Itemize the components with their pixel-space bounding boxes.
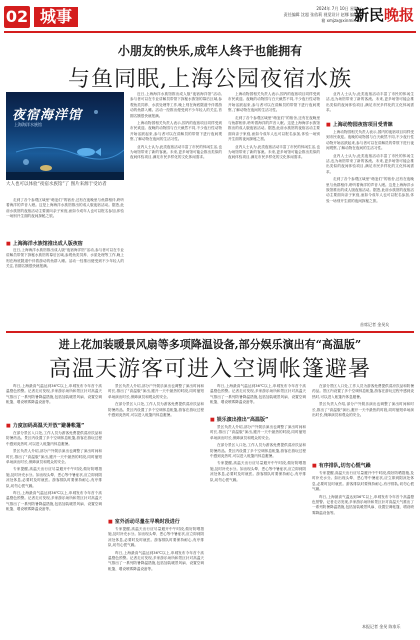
page-header [0,0,420,34]
story2-subhead-3-text: 娱乐演出推出“高温版” [216,417,269,423]
story2-subhead-3: ■ 娱乐演出推出“高温版” [210,417,269,423]
date-line [282,6,362,24]
story2-paragraph: 在部分景区入口处,工作人员为游客免费提供清凉饮品和防暑药品。景区内设置了多个空调休息帐篷,游客在游玩过程中感到炎热时,可以进入帐篷内休息避暑。 [210,443,306,459]
story2-paragraph: 昨日,上海最高气温达到36℃以上,申城发布今年首个高温橙色预警。记者走访发现,多家游乐场所和景区针对高温天气推出了一系列防暑降温措施,包括加装暖景风扇、设置空调帐篷、增设喷雾降温设备等。 [6,384,102,405]
story2-paragraph: 在部分景区入口处,工作人员为游客免费提供清凉饮品和防暑药品。景区内设置了多个空调休息帐篷,游客在游玩过程中感到炎热时,可以进入帐篷内休息避暑。 [312,384,414,399]
story1-column-4b [326,130,414,320]
story1-photo [6,92,124,180]
masthead-logo [354,4,414,25]
story1-column-2 [130,92,222,328]
photo-caption: 大人也可以体验“夜宿水族馆”了 图片来源于受访者 [6,182,107,187]
story2-paragraph: 昨日,上海最高气温达到36℃以上,申城发布今年首个高温橙色预警。记者走访发现,多家游乐场所和景区针对高温天气推出了一系列防暑降温措施,包括加装暖景风扇、设置空调帐篷、增设喷雾降温设备等。 [210,384,306,405]
story2-paragraph: 在部分景区入口处,工作人员为游客免费提供清凉饮品和防暑药品。景区内设置了多个空调休息帐篷,游客在游玩过程中感到炎热时,可以进入帐篷内休息避暑。 [6,431,102,446]
story1-column-3 [228,92,320,328]
story2-paragraph: 在部分景区入口处,工作人员为游客免费提供清凉饮品和防暑药品。景区内设置了多个空调休息帐篷,游客在游玩过程中感到炎热时,可以进入帐篷内休息避暑。 [108,402,204,418]
story2-subhead-2: ■ 室外活动尽量在早晚时段进行 [108,519,180,525]
story1-paragraph: 近日,上海海洋水族馆推出成人版“夜宿海洋馆”活动,参与者可以在专业讲解员带领下探秘水族馆的幕后区域,参观鱼类饲养、水质处理等工作,晚上则在海底隧道中伴着游动的鱼群入睡。活动一经推出便受到不少年轻人的关注,首期名额很快就报满。 [130,92,222,118]
story1-subhead-2-text: 上海动物园夜宿项目受青睐 [332,122,393,128]
photo-subtitle: 上海海洋水族馆 [14,122,42,127]
story2-column-3a [210,384,306,414]
date-text: 2024年 7月 10日 星期三 [316,6,362,11]
story2-reporter: 本报记者 金旻 陈家乐 [362,624,401,629]
story1-paragraph: 业内人士认为,此类夜宿活动丰富了市民的休闲生活,也为场馆带来了新的客流。未来,更多场馆可能会推出类似的夜间体验项目,满足市民多样化的文化休闲需求。 [130,144,222,160]
story2-paragraph: 景区负责人介绍,部分户外娱乐演出也调整了演出时间和时长,推出了“高温版”演出,避开一天中最热的时段,同时缩短单场演出时长,保障演员和观众的安全。 [210,425,306,440]
story2-paragraph: 专家提醒,高温天出行应尽量避开中午时段,做好防晒措施,及时补充水分。如出现头晕、恶心等中暑症状,应立即到阴凉处休息,必要时及时就医。游客排队时要保持耐心,有序排队,切勿心慌气躁。 [108,527,204,548]
story2-subhead-1-text: 力度加码高温天开放“避暑帐篷” [12,423,85,429]
story2-paragraph: 专家提醒,高温天出行应尽量避开中午时段,做好防晒措施,及时补充水分。如出现头晕、恶心等中暑症状,应立即到阴凉处休息,必要时及时就医。游客排队时要保持耐心,有序排队,切勿心慌气躁。 [312,471,414,492]
photo-title: 夜宿海洋馆 [12,108,83,123]
story1-paragraph: 上海动物园相关负责人表示,园内的夜宿项目同样受到市民欢迎。夜晚的动物园与白天截然不同,不少夜行性动物开始活跃起来,参与者可以在讲解员的带领下进行夜间观察,了解动物在夜间的生活习性。 [130,121,222,142]
story1-column-1 [6,198,124,238]
editor-text: 责任编辑 沈超 张依莉 视觉设计 赵娜 编辑邮箱 xmjzx@xinmin.cn [283,12,362,23]
story2-column-2b [108,527,204,631]
story1-column-1b [6,248,124,328]
story1-paragraph: 走到了各个参观区域里“萌宠们”的宿舍,还有在夜晚里与鱼群相伴,聆听着海洋的声音入眠。这是上海海洋水族馆推出的成人版夜宿活动。据悉,此前水族馆的夜宿活动主要面向亲子家庭,而如今成年人也可以报名参加,体验一场别开生面的夜间探秘之旅。 [6,198,124,219]
section-title: 城事 [34,7,78,27]
story1-paragraph: 上海动物园相关负责人表示,园内的夜宿项目同样受到市民欢迎。夜晚的动物园与白天截然不同,不少夜行性动物开始活跃起来,参与者可以在讲解员的带领下进行夜间观察,了解动物在夜间的生活习性。 [228,92,320,113]
story2-subhead-1: ■ 力度加码高温天开放“避暑帐篷” [6,423,85,429]
story2-paragraph: 昨日,上海最高气温达到36℃以上,申城发布今年首个高温橙色预警。记者走访发现,多家游乐场所和景区针对高温天气推出了一系列防暑降温措施,包括加装暖景风扇、设置空调帐篷、增设喷雾降温设备等。 [108,550,204,571]
story2-headline: 高温天游客可进入空调帐篷避暑 [48,357,371,382]
story2-column-4a [312,384,414,460]
story2-column-2a [108,384,204,516]
story1-subhead-1-text: 上海海洋水族馆推出成人版夜宿 [12,241,83,247]
story1-paragraph: 上海动物园相关负责人表示,园内的夜宿项目同样受到市民欢迎。夜晚的动物园与白天截然不同,不少夜行性动物开始活跃起来,参与者可以在讲解员的带领下进行夜间观察,了解动物在夜间的生活习性。 [326,130,414,151]
story1-column-4a [326,92,414,118]
story1-subhead-1: ■ 上海海洋水族馆推出成人版夜宿 [6,241,83,247]
story1-paragraph: 走到了各个参观区域里“萌宠们”的宿舍,还有在夜晚里与鱼群相伴,聆听着海洋的声音入眠。这是上海海洋水族馆推出的成人版夜宿活动。据悉,此前水族馆的夜宿活动主要面向亲子家庭,而如今成年人也可以报名参加,体验一场别开生面的夜间探秘之旅。 [326,177,414,203]
story2-paragraph: 景区负责人介绍,部分户外娱乐演出也调整了演出时间和时长,推出了“高温版”演出,避开一天中最热的时段,同时缩短单场演出时长,保障演员和观众的安全。 [312,402,414,418]
section-divider [6,331,414,333]
story1-paragraph: 业内人士认为,此类夜宿活动丰富了市民的休闲生活,也为场馆带来了新的客流。未来,更多场馆可能会推出类似的夜间体验项目,满足市民多样化的文化休闲需求。 [326,92,414,113]
header-rule [4,31,416,33]
story2-paragraph: 景区负责人介绍,部分户外娱乐演出也调整了演出时间和时长,推出了“高温版”演出,避开一天中最热的时段,同时缩短单场演出时长,保障演员和观众的安全。 [6,449,102,465]
story2-paragraph: 昨日,上海最高气温达到36℃以上,申城发布今年首个高温橙色预警。记者走访发现,多家游乐场所和景区针对高温天气推出了一系列防暑降温措施,包括加装暖景风扇、设置空调帐篷、增设喷雾降温设备等。 [312,494,414,515]
story2-column-4b [312,471,414,621]
story2-paragraph: 昨日,上海最高气温达到36℃以上,申城发布今年首个高温橙色预警。记者走访发现,多家游乐场所和景区针对高温天气推出了一系列防暑降温措施,包括加装暖景风扇、设置空调帐篷、增设喷雾降温设备等。 [6,491,102,512]
story2-subhead-4-text: 有序排队,切勿心慌气躁 [318,463,371,469]
story2-paragraph: 景区负责人介绍,部分户外娱乐演出也调整了演出时间和时长,推出了“高温版”演出,避开一天中最热的时段,同时缩短单场演出时长,保障演员和观众的安全。 [108,384,204,399]
story1-paragraph: 近日,上海海洋水族馆推出成人版“夜宿海洋馆”活动,参与者可以在专业讲解员带领下探秘水族馆的幕后区域,参观鱼类饲养、水质处理等工作,晚上则在海底隧道中伴着游动的鱼群入睡。活动一经推出便受到不少年轻人的关注,首期名额很快就报满。 [6,248,124,269]
story1-paragraph: 业内人士认为,此类夜宿活动丰富了市民的休闲生活,也为场馆带来了新的客流。未来,更多场馆可能会推出类似的夜间体验项目,满足市民多样化的文化休闲需求。 [326,153,414,174]
masthead-black: 新民 [353,6,384,24]
page-number: 02 [5,7,29,26]
story2-column-1a [6,384,102,420]
story2-paragraph: 专家提醒,高温天出行应尽量避开中午时段,做好防晒措施,及时补充水分。如出现头晕、恶心等中暑症状,应立即到阴凉处休息,必要时及时就医。游客排队时要保持耐心,有序排队,切勿心慌气躁。 [6,467,102,488]
story1-kicker: 小朋友的快乐,成年人终于也能拥有 [117,44,303,58]
story2-subhead-4: ■ 有序排队,切勿心慌气躁 [312,463,371,469]
story1-subhead-2: ■ 上海动物园夜宿项目受青睐 [326,122,393,128]
story1-headline: 与鱼同眠,上海公园夜宿水族 [68,67,352,92]
story2-paragraph: 专家提醒,高温天出行应尽量避开中午时段,做好防晒措施,及时补充水分。如出现头晕、恶心等中暑症状,应立即到阴凉处休息,必要时及时就医。游客排队时要保持耐心,有序排队,切勿心慌气躁。 [210,461,306,482]
story2-column-1b [6,431,102,631]
story1-paragraph: 业内人士认为,此类夜宿活动丰富了市民的休闲生活,也为场馆带来了新的客流。未来,更多场馆可能会推出类似的夜间体验项目,满足市民多样化的文化休闲需求。 [228,144,320,160]
story2-subhead-2-text: 室外活动尽量在早晚时段进行 [114,519,180,525]
masthead-red: 晚报 [383,6,414,24]
story2-column-3b [210,425,306,631]
story1-paragraph: 走到了各个参观区域里“萌宠们”的宿舍,还有在夜晚里与鱼群相伴,聆听着海洋的声音入眠。这是上海海洋水族馆推出的成人版夜宿活动。据悉,此前水族馆的夜宿活动主要面向亲子家庭,而如今成年人也可以报名参加,体验一场别开生面的夜间探秘之旅。 [228,115,320,142]
story1-reporter: 首席记者 金旻矣 [360,322,390,327]
story2-kicker: 进上花加装暖景风扇等多项降温设备,部分娱乐演出有“高温版” [58,338,362,351]
